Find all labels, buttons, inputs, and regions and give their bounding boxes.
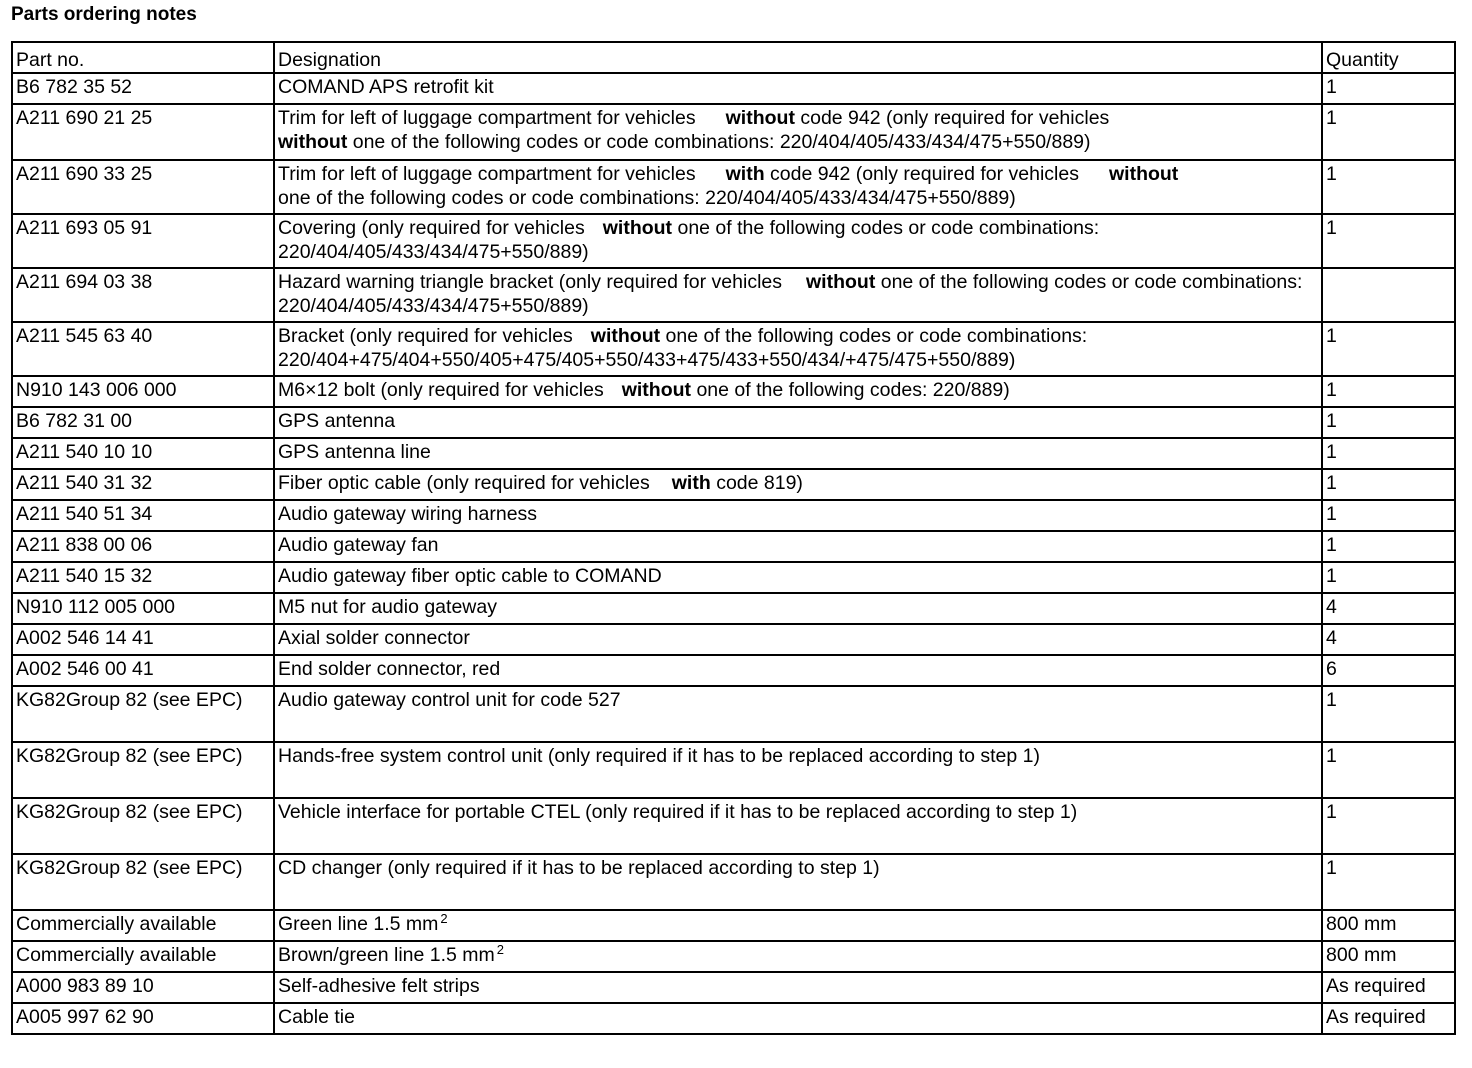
- designation-cell: Audio gateway control unit for code 527: [274, 686, 1322, 742]
- part-number-cell: A211 690 33 25: [12, 160, 274, 214]
- quantity-cell: 1: [1322, 531, 1455, 562]
- table-row: [12, 972, 1455, 1003]
- parts-table: [11, 41, 1456, 1035]
- designation-cell: Brown/green line 1.5 mm $^2$: [274, 941, 1322, 972]
- quantity-cell: 1: [1322, 854, 1455, 910]
- table-row: [12, 469, 1455, 500]
- quantity-cell: 1: [1322, 322, 1455, 376]
- part-number-cell: A002 546 14 41: [12, 624, 274, 655]
- part-number-cell: A211 540 31 32: [12, 469, 274, 500]
- quantity-cell: 1: [1322, 562, 1455, 593]
- table-row: [12, 910, 1455, 941]
- quantity-cell: 1: [1322, 798, 1455, 854]
- table-row: [12, 624, 1455, 655]
- quantity-cell: 1: [1322, 407, 1455, 438]
- table-row: [12, 500, 1455, 531]
- designation-cell: CD changer (only required if it has to be replaced according to step 1): [274, 854, 1322, 910]
- part-number-cell: Commercially available: [12, 910, 274, 941]
- table-row: [12, 214, 1455, 268]
- designation-cell: Covering (only required for vehicles without one of the following codes or code combinations: 220/404/405/433/434/475+550/889): [274, 214, 1322, 268]
- quantity-cell: [1322, 268, 1455, 322]
- part-number-cell: A211 838 00 06: [12, 531, 274, 562]
- designation-cell: Bracket (only required for vehicles without one of the following codes or code combinations: 220/404+475/404+550/405+475/405+550/433+475/433+550/434/+475/475+550/889): [274, 322, 1322, 376]
- designation-cell: Audio gateway fiber optic cable to COMAND: [274, 562, 1322, 593]
- part-number-cell: KG82Group 82 (see EPC): [12, 742, 274, 798]
- part-number-cell: KG82Group 82 (see EPC): [12, 798, 274, 854]
- part-number-cell: KG82Group 82 (see EPC): [12, 854, 274, 910]
- part-number-cell: A005 997 62 90: [12, 1003, 274, 1034]
- part-number-cell: A211 540 10 10: [12, 438, 274, 469]
- table-row: [12, 438, 1455, 469]
- part-number-cell: A211 693 05 91: [12, 214, 274, 268]
- part-number-cell: A211 690 21 25: [12, 104, 274, 160]
- designation-cell: Audio gateway wiring harness: [274, 500, 1322, 531]
- quantity-cell: 1: [1322, 104, 1455, 160]
- designation-cell: Trim for left of luggage compartment for vehicles with code 942 (only required for vehicles without one of the following codes or code combinations: 220/404/405/433/434/475+550/889): [274, 160, 1322, 214]
- designation-cell: Audio gateway fan: [274, 531, 1322, 562]
- quantity-cell: 6: [1322, 655, 1455, 686]
- designation-cell: Cable tie: [274, 1003, 1322, 1034]
- quantity-cell: As required: [1322, 972, 1455, 1003]
- designation-cell: Green line 1.5 mm $^2$: [274, 910, 1322, 941]
- quantity-cell: 4: [1322, 593, 1455, 624]
- part-number-cell: Commercially available: [12, 941, 274, 972]
- table-row: [12, 160, 1455, 214]
- quantity-cell: As required: [1322, 1003, 1455, 1034]
- header-quantity: Quantity: [1322, 42, 1455, 73]
- table-row: [12, 854, 1455, 910]
- table-row: [12, 742, 1455, 798]
- table-row: [12, 562, 1455, 593]
- designation-cell: Hazard warning triangle bracket (only required for vehicles without one of the following codes or code combinations: 220/404/405/433/434/475+550/889): [274, 268, 1322, 322]
- part-number-cell: B6 782 31 00: [12, 407, 274, 438]
- table-row: [12, 798, 1455, 854]
- part-number-cell: A211 540 51 34: [12, 500, 274, 531]
- table-row: [12, 104, 1455, 160]
- designation-cell: Axial solder connector: [274, 624, 1322, 655]
- quantity-cell: 800 mm: [1322, 910, 1455, 941]
- table-row: [12, 322, 1455, 376]
- quantity-cell: 1: [1322, 73, 1455, 104]
- table-row: [12, 268, 1455, 322]
- designation-cell: Fiber optic cable (only required for vehicles with code 819): [274, 469, 1322, 500]
- part-number-cell: N910 112 005 000: [12, 593, 274, 624]
- table-row: [12, 686, 1455, 742]
- table-row: [12, 1003, 1455, 1034]
- table-row: [12, 407, 1455, 438]
- table-header-row: [12, 42, 1455, 73]
- part-number-cell: A000 983 89 10: [12, 972, 274, 1003]
- table-row: [12, 941, 1455, 972]
- header-part-no: Part no.: [12, 42, 274, 73]
- designation-cell: M6×12 bolt (only required for vehicles without one of the following codes: 220/889): [274, 376, 1322, 407]
- designation-cell: Vehicle interface for portable CTEL (only required if it has to be replaced according to step 1): [274, 798, 1322, 854]
- quantity-cell: 1: [1322, 469, 1455, 500]
- designation-cell: GPS antenna line: [274, 438, 1322, 469]
- quantity-cell: 1: [1322, 214, 1455, 268]
- part-number-cell: N910 143 006 000: [12, 376, 274, 407]
- part-number-cell: A211 545 63 40: [12, 322, 274, 376]
- designation-cell: M5 nut for audio gateway: [274, 593, 1322, 624]
- quantity-cell: 4: [1322, 624, 1455, 655]
- part-number-cell: A211 694 03 38: [12, 268, 274, 322]
- designation-cell: Trim for left of luggage compartment for vehicles without code 942 (only required for vehicles without one of the following codes or code combinations: 220/404/405/433/434/475+550/889): [274, 104, 1322, 160]
- table-row: [12, 531, 1455, 562]
- part-number-cell: A211 540 15 32: [12, 562, 274, 593]
- part-number-cell: B6 782 35 52: [12, 73, 274, 104]
- table-row: [12, 655, 1455, 686]
- designation-cell: Hands-free system control unit (only required if it has to be replaced according to step 1): [274, 742, 1322, 798]
- header-designation: Designation: [274, 42, 1322, 73]
- designation-cell: GPS antenna: [274, 407, 1322, 438]
- quantity-cell: 1: [1322, 376, 1455, 407]
- quantity-cell: 1: [1322, 438, 1455, 469]
- table-row: [12, 593, 1455, 624]
- quantity-cell: 1: [1322, 500, 1455, 531]
- page-title: Parts ordering notes: [11, 4, 197, 25]
- quantity-cell: 1: [1322, 160, 1455, 214]
- designation-cell: End solder connector, red: [274, 655, 1322, 686]
- part-number-cell: KG82Group 82 (see EPC): [12, 686, 274, 742]
- designation-cell: Self-adhesive felt strips: [274, 972, 1322, 1003]
- quantity-cell: 1: [1322, 686, 1455, 742]
- designation-cell: COMAND APS retrofit kit: [274, 73, 1322, 104]
- part-number-cell: A002 546 00 41: [12, 655, 274, 686]
- table-row: [12, 73, 1455, 104]
- table-row: [12, 376, 1455, 407]
- quantity-cell: 800 mm: [1322, 941, 1455, 972]
- quantity-cell: 1: [1322, 742, 1455, 798]
